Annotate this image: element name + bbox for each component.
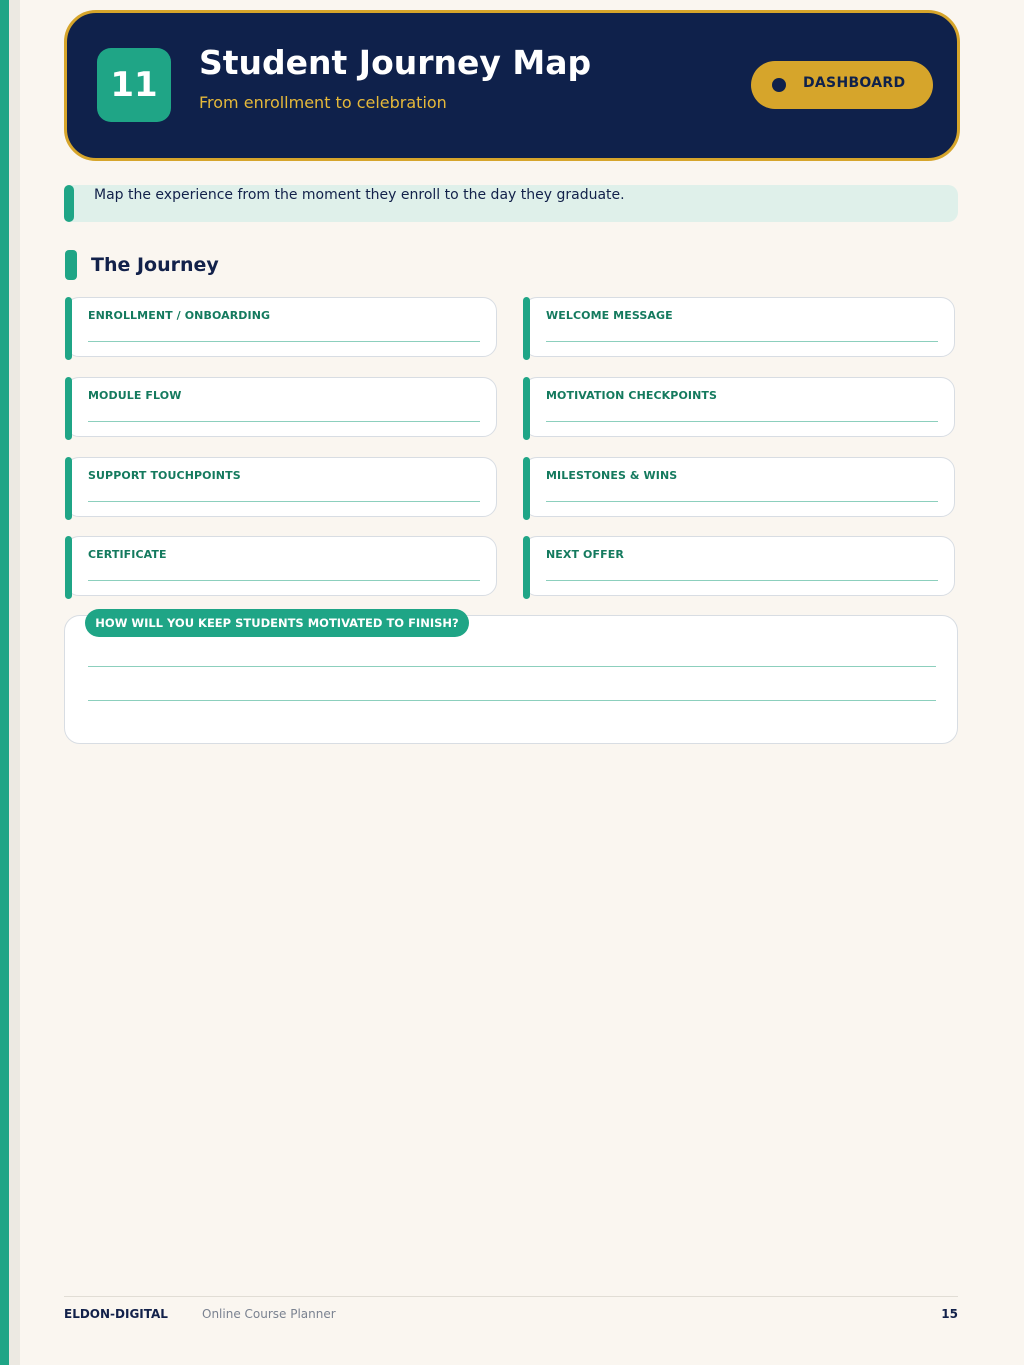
field-certificate[interactable] [65,536,497,596]
section-number-badge: 11 [97,48,171,122]
field-write-line [88,501,480,502]
page-subtitle: From enrollment to celebration [199,93,447,112]
field-write-line [88,580,480,581]
page-title: Student Journey Map [199,43,592,82]
page-header [64,10,960,161]
field-module-flow[interactable] [65,377,497,437]
dashboard-button[interactable] [751,61,933,109]
field-welcome-message[interactable] [523,297,955,357]
field-write-line [546,580,938,581]
field-write-line [88,341,480,342]
side-accent-stripe-light [9,0,20,1365]
side-accent-stripe [0,0,9,1365]
motivation-question-label: HOW WILL YOU KEEP STUDENTS MOTIVATED TO FINISH? [85,609,469,637]
section-title: The Journey [91,254,219,276]
intro-text: Map the experience from the moment they enroll to the day they graduate. [94,187,625,203]
footer-product-name: Online Course Planner [202,1307,336,1321]
field-write-line [546,341,938,342]
field-accent-bar [65,457,72,520]
field-label: CERTIFICATE [88,548,167,561]
field-next-offer[interactable] [523,536,955,596]
field-label: MILESTONES & WINS [546,469,678,482]
field-support-touchpoints[interactable] [65,457,497,517]
field-accent-bar [523,377,530,440]
answer-write-line [88,666,936,667]
page-number: 15 [941,1307,958,1321]
field-motivation-checkpoints[interactable] [523,377,955,437]
intro-accent-bar [64,185,74,222]
field-milestones-wins[interactable] [523,457,955,517]
field-label: WELCOME MESSAGE [546,309,673,322]
field-write-line [546,501,938,502]
field-accent-bar [523,536,530,599]
field-label: MOTIVATION CHECKPOINTS [546,389,718,402]
field-write-line [546,421,938,422]
field-label: SUPPORT TOUCHPOINTS [88,469,241,482]
field-accent-bar [65,297,72,360]
field-label: MODULE FLOW [88,389,182,402]
footer-brand: ELDON-DIGITAL [64,1307,168,1321]
field-accent-bar [523,457,530,520]
field-label: NEXT OFFER [546,548,624,561]
field-accent-bar [523,297,530,360]
intro-callout [64,185,958,222]
footer-divider [64,1296,958,1297]
section-accent-bar [65,250,77,280]
answer-write-line [88,700,936,701]
dashboard-button-label: DASHBOARD [803,75,906,91]
dot-icon [772,78,786,92]
field-accent-bar [65,536,72,599]
field-write-line [88,421,480,422]
field-enrollment-onboarding[interactable] [65,297,497,357]
field-label: ENROLLMENT / ONBOARDING [88,309,271,322]
field-accent-bar [65,377,72,440]
